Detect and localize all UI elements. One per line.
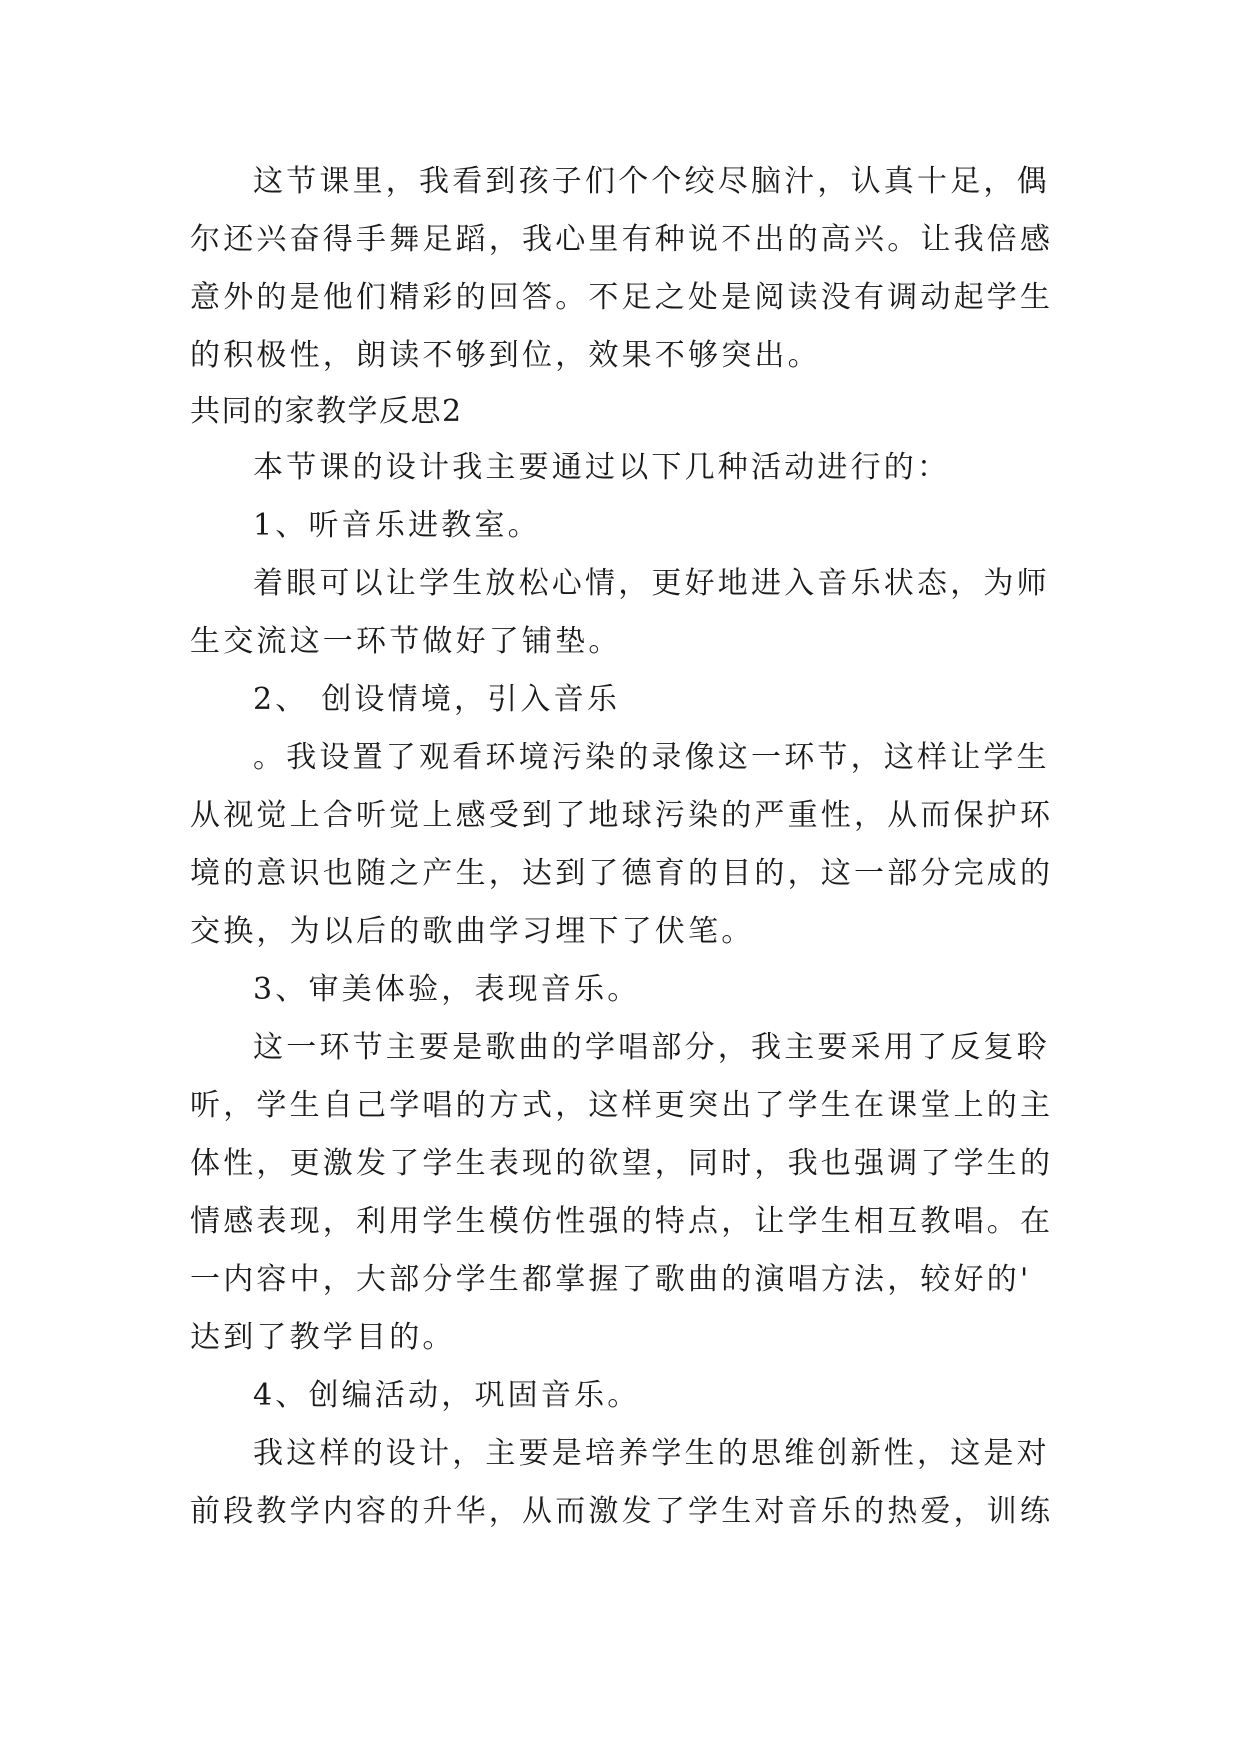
paragraph-line: 一内容中，大部分学生都掌握了歌曲的演唱方法，较好的' (190, 1262, 1032, 1297)
paragraph-line: 这一环节主要是歌曲的学唱部分，我主要采用了反复聆 (253, 1030, 1050, 1065)
list-item-heading: 2、 创设情境，引入音乐 (253, 682, 621, 717)
paragraph-line: 听，学生自己学唱的方式，这样更突出了学生在课堂上的主 (190, 1088, 1054, 1123)
paragraph-line: 这节课里，我看到孩子们个个绞尽脑汁，认真十足，偶 (253, 164, 1050, 199)
paragraph-line: 体性，更激发了学生表现的欲望，同时，我也强调了学生的 (190, 1146, 1054, 1181)
paragraph-line: 从视觉上合听觉上感受到了地球污染的严重性，从而保护环 (190, 798, 1054, 833)
list-item-heading: 3、审美体验，表现音乐。 (253, 972, 641, 1007)
paragraph-line: 着眼可以让学生放松心情，更好地进入音乐状态，为师 (253, 566, 1050, 601)
paragraph-line: 尔还兴奋得手舞足蹈，我心里有种说不出的高兴。让我倍感 (190, 222, 1054, 257)
paragraph-line: 情感表现，利用学生模仿性强的特点，让学生相互教唱。在 (190, 1204, 1054, 1239)
paragraph-line: 本节课的设计我主要通过以下几种活动进行的： (253, 450, 951, 485)
list-item-heading: 4、创编活动，巩固音乐。 (253, 1378, 641, 1413)
section-heading: 共同的家教学反思2 (190, 394, 463, 429)
paragraph-line: 境的意识也随之产生，达到了德育的目的，这一部分完成的 (190, 856, 1054, 891)
paragraph-line: 前段教学内容的升华，从而激发了学生对音乐的热爱，训练 (190, 1494, 1054, 1529)
paragraph-line: 。我设置了观看环境污染的录像这一环节，这样让学生 (253, 740, 1050, 775)
paragraph-line: 我这样的设计，主要是培养学生的思维创新性，这是对 (253, 1436, 1050, 1471)
paragraph-line: 生交流这一环节做好了铺垫。 (190, 624, 622, 659)
paragraph-line: 达到了教学目的。 (190, 1320, 456, 1355)
paragraph-line: 的积极性，朗读不够到位，效果不够突出。 (190, 338, 821, 373)
paragraph-line: 意外的是他们精彩的回答。不足之处是阅读没有调动起学生 (190, 280, 1054, 315)
list-item-heading: 1、听音乐进教室。 (253, 508, 541, 543)
paragraph-line: 交换，为以后的歌曲学习埋下了伏笔。 (190, 914, 755, 949)
